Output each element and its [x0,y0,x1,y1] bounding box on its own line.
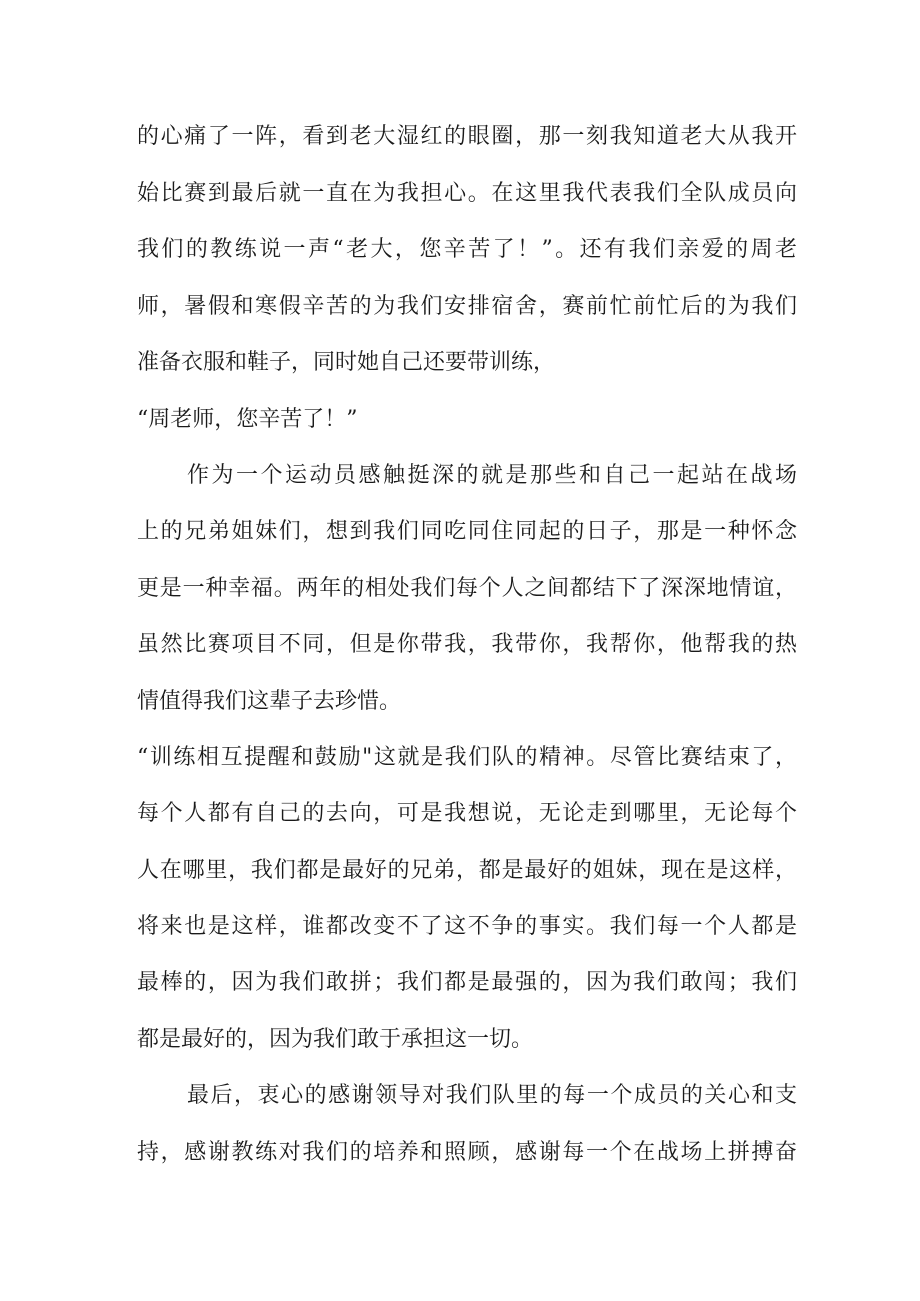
text-line: 师，暑假和寒假辛苦的为我们安排宿舍，赛前忙前忙后的为我们 [137,294,797,319]
text-line: 作为一个运动员感触挺深的就是那些和自己一起站在战场 [187,463,797,488]
text-line: 虽然比赛项目不同，但是你带我，我带你，我帮你，他帮我的热 [137,632,797,657]
text-line: 上的兄弟姐妹们，想到我们同吃同住同起的日子，那是一种怀念 [137,519,797,544]
text-line: 每个人都有自己的去向，可是我想说，无论走到哪里，无论每个 [137,801,797,826]
text-line: “周老师，您辛苦了！” [137,407,358,432]
text-line: 持，感谢教练对我们的培养和照顾，感谢每一个在战场上拼搏奋 [137,1140,797,1165]
text-line: 都是最好的，因为我们敢于承担这一切。 [137,1027,534,1052]
text-line: 准备衣服和鞋子，同时她自己还要带训练， [137,350,556,375]
text-line: 更是一种幸福。两年的相处我们每个人之间都结下了深深地情谊， [137,576,797,601]
text-line: 将来也是这样，谁都改变不了这不争的事实。我们每一个人都是 [137,914,797,939]
text-line: 最后，衷心的感谢领导对我们队里的每一个成员的关心和支 [187,1083,797,1108]
text-line: 人在哪里，我们都是最好的兄弟，都是最好的姐妹，现在是这样， [137,858,797,883]
text-line: 的心痛了一阵，看到老大湿红的眼圈，那一刻我知道老大从我开 [137,124,797,149]
text-line: 我们的教练说一声“老大，您辛苦了！”。还有我们亲爱的周老 [137,237,797,262]
text-line: 情值得我们这辈子去珍惜。 [137,689,402,714]
text-line: 最棒的，因为我们敢拼；我们都是最强的，因为我们敢闯；我们 [137,970,797,995]
text-line: “训练相互提醒和鼓励"这就是我们队的精神。尽管比赛结束了， [137,745,797,770]
text-line: 始比赛到最后就一直在为我担心。在这里我代表我们全队成员向 [137,181,797,206]
